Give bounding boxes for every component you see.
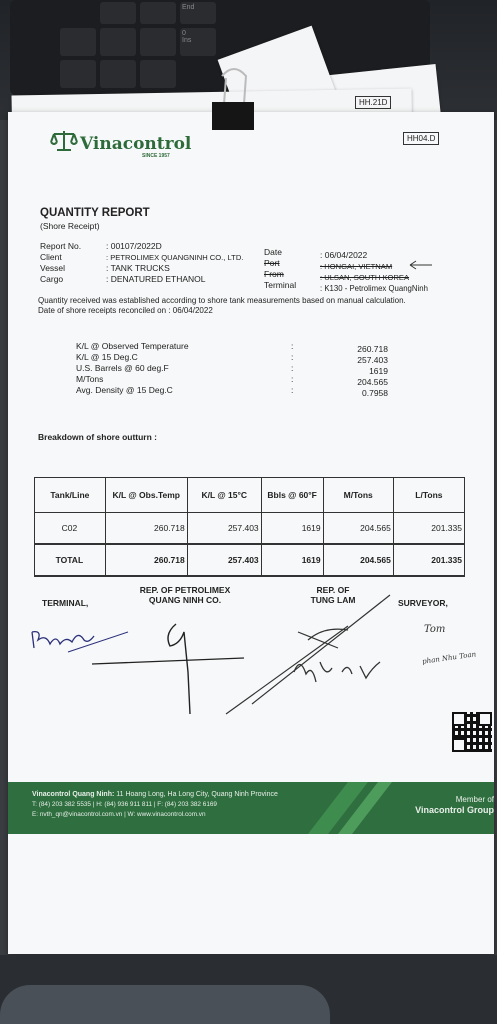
footer-member bbox=[394, 794, 494, 816]
client-label: Client bbox=[40, 252, 62, 262]
cell-bbls: 1619 bbox=[261, 513, 323, 545]
date-value: : 06/04/2022 bbox=[320, 250, 368, 260]
vinacontrol-scale-logo-icon bbox=[50, 128, 78, 154]
quantity-colons: : : : : : bbox=[291, 341, 294, 395]
total-ltons: 201.335 bbox=[393, 544, 464, 576]
key-end-label: End bbox=[182, 4, 195, 11]
key-ins-label: Ins bbox=[182, 37, 192, 44]
table-total-row bbox=[35, 544, 465, 576]
quantity-values bbox=[318, 344, 388, 399]
sign-tunglam-line1: REP. OF bbox=[316, 585, 350, 595]
qr-corner bbox=[452, 738, 466, 752]
footer-office-name: Vinacontrol Quang Ninh: bbox=[32, 791, 115, 798]
binder-clip-icon bbox=[204, 64, 264, 144]
key bbox=[100, 28, 136, 56]
field-labels-right bbox=[264, 247, 324, 291]
field-labels-left bbox=[40, 241, 110, 285]
report-no-label: Report No. bbox=[40, 241, 82, 251]
qr-corner bbox=[452, 712, 466, 726]
qty-label-obs-temp: K/L @ Observed Temperature bbox=[76, 341, 189, 351]
qty-value-obs-temp: 260.718 bbox=[357, 344, 388, 354]
key bbox=[60, 60, 96, 88]
col-ltons: L/Tons bbox=[393, 478, 464, 513]
col-kl-15c: K/L @ 15°C bbox=[187, 478, 261, 513]
footer-contacts bbox=[32, 790, 332, 820]
sign-terminal: TERMINAL, bbox=[42, 598, 89, 608]
quantity-labels bbox=[76, 341, 189, 396]
cell-ltons: 201.335 bbox=[393, 513, 464, 545]
vessel-value: : TANK TRUCKS bbox=[106, 263, 170, 273]
date-label: Date bbox=[264, 247, 282, 257]
qty-label-15c: K/L @ 15 Deg.C bbox=[76, 352, 138, 362]
key bbox=[140, 60, 176, 88]
footer-office-address: 11 Hoang Long, Ha Long City, Quang Ninh Province bbox=[114, 791, 278, 798]
cargo-value: : DENATURED ETHANOL bbox=[106, 274, 206, 284]
key bbox=[140, 2, 176, 24]
field-values-right bbox=[320, 250, 490, 294]
company-logo-text: Vinacontrol bbox=[80, 134, 192, 154]
qty-label-mtons: M/Tons bbox=[76, 374, 104, 384]
report-subtitle: (Shore Receipt) bbox=[40, 221, 100, 231]
key-end bbox=[180, 2, 216, 24]
key bbox=[100, 2, 136, 24]
report-no-value: : 00107/2022D bbox=[106, 241, 162, 251]
qr-code-icon bbox=[452, 712, 492, 752]
cell-tank: C02 bbox=[35, 513, 106, 545]
green-footer-band bbox=[8, 782, 494, 834]
key-insert bbox=[180, 28, 216, 56]
qty-label-barrels: U.S. Barrels @ 60 deg.F bbox=[76, 363, 169, 373]
sign-petrolimex-line1: REP. OF PETROLIMEX bbox=[139, 585, 231, 595]
total-mtons: 204.565 bbox=[323, 544, 393, 576]
handwritten-arrow-icon bbox=[408, 260, 434, 270]
key bbox=[140, 28, 176, 56]
col-kl-obs-temp: K/L @ Obs.Temp bbox=[105, 478, 187, 513]
total-kl-15: 257.403 bbox=[187, 544, 261, 576]
cargo-label: Cargo bbox=[40, 274, 64, 284]
from-label: From bbox=[264, 269, 284, 279]
total-kl-obs: 260.718 bbox=[105, 544, 187, 576]
qty-value-mtons: 204.565 bbox=[357, 377, 388, 387]
outturn-table bbox=[34, 477, 465, 577]
col-bbls-60f: Bbls @ 60°F bbox=[261, 478, 323, 513]
key bbox=[60, 28, 96, 56]
table-row bbox=[35, 513, 465, 545]
sign-petrolimex-line2: QUANG NINH CO. bbox=[148, 595, 222, 605]
port-value: : HONGAI, VIETNAM bbox=[320, 262, 393, 271]
form-code: HH04.D bbox=[403, 132, 439, 145]
statement-manual-calc: Quantity received was established according to shore tank measurements based on manual calculation. bbox=[38, 296, 406, 305]
statement-reconciled-date: Date of shore receipts reconciled on : 06/04/2022 bbox=[38, 306, 213, 315]
from-value: : ULSAN, SOUTH KOREA bbox=[320, 273, 410, 282]
key-zero-label: 0 bbox=[182, 30, 186, 37]
quantity-report-sheet bbox=[8, 112, 494, 954]
total-bbls: 1619 bbox=[261, 544, 323, 576]
surveyor-handwriting-1: Tom bbox=[424, 624, 446, 635]
cell-mtons: 204.565 bbox=[323, 513, 393, 545]
footer-email-web: E: nvth_qn@vinacontrol.com.vn | W: www.vinacontrol.com.vn bbox=[32, 811, 206, 818]
cell-kl-15: 257.403 bbox=[187, 513, 261, 545]
client-value: : PETROLIMEX QUANGNINH CO., LTD. bbox=[106, 253, 244, 262]
footer-phones: T: (84) 203 382 5535 | H: (84) 936 911 811 | F: (84) 203 382 6169 bbox=[32, 801, 217, 808]
qty-value-barrels: 1619 bbox=[369, 366, 388, 376]
back-sheet-code: HH.21D bbox=[355, 96, 391, 109]
port-label: Port bbox=[264, 258, 280, 268]
sign-surveyor: SURVEYOR, bbox=[398, 598, 448, 608]
surveyor-handwriting-2: phan Nhu Toan bbox=[421, 650, 477, 666]
qr-corner bbox=[478, 712, 492, 726]
vessel-label: Vessel bbox=[40, 263, 66, 273]
field-values-left bbox=[106, 241, 266, 285]
breakdown-heading: Breakdown of shore outturn : bbox=[38, 432, 157, 442]
report-title: QUANTITY REPORT bbox=[40, 207, 150, 219]
qty-value-15c: 257.403 bbox=[357, 355, 388, 365]
key bbox=[100, 60, 136, 88]
terminal-value: : K130 - Petrolimex QuangNinh bbox=[320, 284, 428, 293]
col-tank-line: Tank/Line bbox=[35, 478, 106, 513]
table-header-row bbox=[35, 478, 465, 513]
footer-address bbox=[32, 790, 332, 800]
qty-label-density: Avg. Density @ 15 Deg.C bbox=[76, 385, 173, 395]
footer-member-line2: Vinacontrol Group bbox=[415, 805, 494, 815]
total-label: TOTAL bbox=[35, 544, 106, 576]
terminal-label: Terminal bbox=[264, 280, 297, 290]
footer-member-line1: Member of bbox=[455, 795, 494, 804]
company-since: SINCE 1957 bbox=[142, 153, 170, 159]
qty-value-density: 0.7958 bbox=[362, 388, 388, 398]
col-mtons: M/Tons bbox=[323, 478, 393, 513]
person-arm-background bbox=[0, 985, 330, 1024]
cell-kl-obs: 260.718 bbox=[105, 513, 187, 545]
sign-tunglam-line2: TUNG LAM bbox=[310, 595, 356, 605]
